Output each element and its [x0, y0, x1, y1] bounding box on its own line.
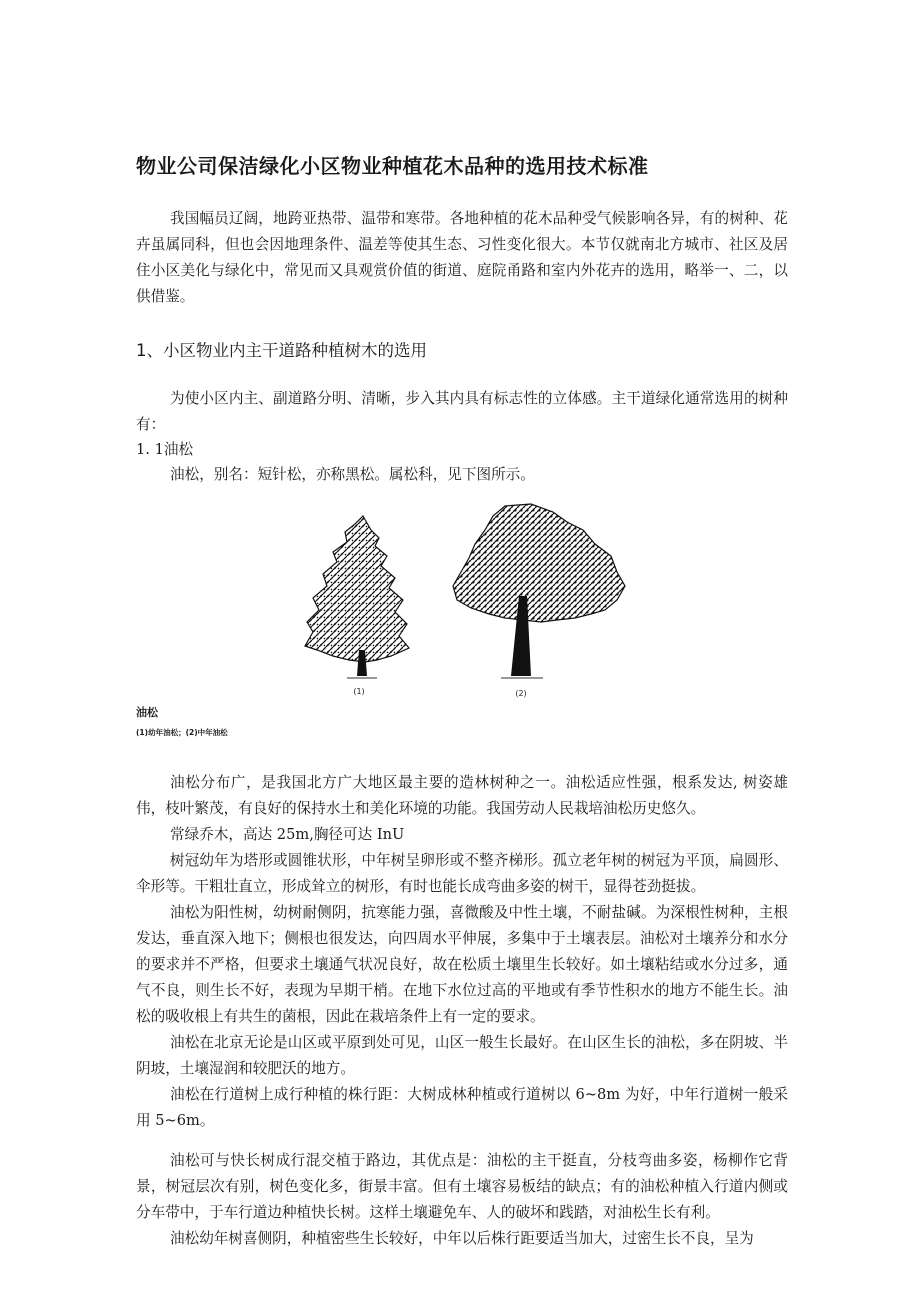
body-paragraph-1: 油松分布广，是我国北方广大地区最主要的造林树种之一。油松适应性强，根系发达, 树姿雄伟，枝叶繁茂，有良好的保持水土和美化环境的功能。我国劳动人民栽培油松历史悠久。 — [136, 774, 788, 817]
pine-tree-figure — [295, 500, 635, 710]
body-paragraph-2: 常绿乔木，高达 25m,胸径可达 InU — [170, 826, 405, 843]
figure-caption-detail: (1)幼年油松；(2)中年油松 — [136, 728, 228, 737]
subsection-heading: 1. 1油松 — [136, 441, 194, 458]
figure-label-1: (1) — [353, 687, 365, 696]
body-paragraph-4: 油松为阳性树，幼树耐侧阴，抗寒能力强，喜微酸及中性土壤，不耐盐碱。为深根性树种，主根发达，垂直深入地下；侧根也很发达，向四周水平伸展，多集中于土壤表层。油松对土壤养分和水分的要求并不严格，但要求土壤通气状况良好，故在松质土壤里生长较好。如土壤粘结或水分过多，通气不良，则生长不好，表现为早期干梢。在地下水位过高的平地或有季节性积水的地方不能生长。油松的吸收根上有共生的菌根，因此在栽培条件上有一定的要求。 — [136, 904, 788, 1025]
body-paragraph-7: 油松可与快长树成行混交植于路边，其优点是：油松的主干挺直，分枝弯曲多姿，杨柳作它背景，树冠层次有别，树色变化多，街景丰富。但有土壤容易板结的缺点；有的油松种植入行道内侧或分车带中，于车行道边种植快长树。这样土壤避免车、人的破坏和践踏，对油松生长有利。 — [136, 1152, 788, 1221]
section-intro-paragraph: 为使小区内主、副道路分明、清晰，步入其内具有标志性的立体感。主干道绿化通常选用的树种有： — [136, 390, 788, 433]
intro-paragraph: 我国幅员辽阔，地跨亚热带、温带和寒带。各地种植的花木品种受气候影响各异，有的树种、花卉虽属同科，但也会因地理条件、温差等使其生态、习性变化很大。本节仅就南北方城市、社区及居住小区美化与绿化中，常见而又具观赏价值的街道、庭院甬路和室内外花卉的选用，略举一、二，以供借鉴。 — [136, 210, 788, 305]
mature-pine-illustration — [453, 504, 625, 678]
body-paragraph-6: 油松在行道树上成行种植的株行距：大树成林种植或行道树以 6~8m 为好，中年行道树一般采用 5~6m。 — [136, 1086, 788, 1129]
body-paragraph-3: 树冠幼年为塔形或圆锥状形，中年树呈卵形或不整齐梯形。孤立老年树的树冠为平顶，扁圆形、伞形等。干粗壮直立，形成耸立的树形，有时也能长成弯曲多姿的树干，显得苍劲挺拔。 — [136, 852, 788, 895]
document-title: 物业公司保洁绿化小区物业种植花木品种的选用技术标准 — [136, 154, 649, 178]
alias-paragraph: 油松，别名：短针松，亦称黑松。属松科，见下图所示。 — [170, 466, 535, 483]
body-paragraph-8: 油松幼年树喜侧阴，种植密些生长较好，中年以后株行距要适当加大，过密生长不良，呈为 — [170, 1230, 754, 1247]
young-pine-illustration — [305, 516, 409, 678]
body-paragraph-5: 油松在北京无论是山区或平原到处可见，山区一般生长最好。在山区生长的油松，多在阴坡、半阴坡，土壤湿润和较肥沃的地方。 — [136, 1034, 788, 1077]
section-heading: 1、小区物业内主干道路种植树木的选用 — [136, 341, 427, 360]
figure-caption-title: 油松 — [136, 706, 158, 719]
figure-label-2: (2) — [515, 689, 527, 698]
